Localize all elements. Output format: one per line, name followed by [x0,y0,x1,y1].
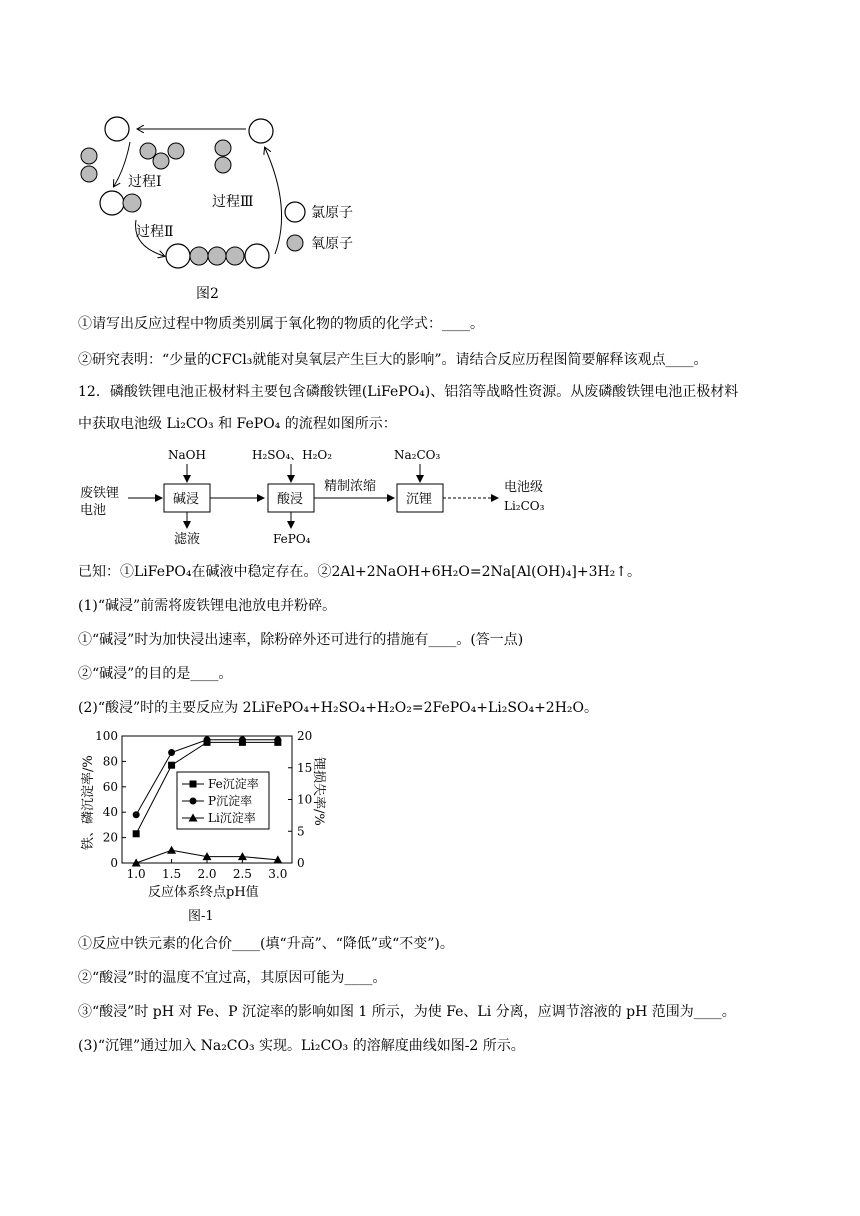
question-12-line1: 12．磷酸铁锂电池正极材料主要包含磷酸铁锂(LiFePO₄)、铝箔等战略性资源。从废磷酸铁锂电池正极材料 [78,384,739,400]
question-oxide: ①请写出反应过程中物质类别属于氧化物的物质的化学式：____。 [78,316,484,332]
legend-label: Li沉淀率 [208,811,256,825]
o-atom [123,194,141,212]
y-right-tick-label: 0 [297,856,305,870]
part2-c: ③“酸浸”时 pH 对 Fe、P 沉淀率的影响如图 1 所示，为使 Fe、Li 分离，应调节溶液的 pH 范围为____。 [78,1004,736,1020]
data-point [168,762,175,769]
legend-label: P沉淀率 [208,794,253,808]
data-point [239,736,246,743]
process1-label: 过程Ⅰ [128,174,162,190]
y-left-tick-label: 40 [102,805,118,820]
x-tick-label: 2.5 [232,867,252,881]
y-left-tick-label: 0 [110,856,118,870]
ph-precipitation-chart [72,722,342,927]
process3-label: 过程Ⅲ [212,194,254,210]
y-right-tick-label: 20 [297,729,313,743]
part1-b: ②“碱浸”的目的是____。 [78,666,233,682]
legend-o-icon [287,235,303,251]
flow-product-line1: 电池级 [504,480,544,495]
legend-cl-icon [285,202,305,222]
legend-label: Fe沉淀率 [208,777,259,791]
x-tick-label: 1.0 [126,867,146,881]
flow-input-line2: 电池 [80,503,107,518]
o-atom [81,166,97,182]
legend-cl-label: 氯原子 [311,205,353,221]
data-point [274,736,281,743]
y-left-tick-label: 80 [102,754,118,769]
ylabel-right: 锂损失率/% [311,757,326,826]
legend-o-label: 氧原子 [311,236,353,252]
legend-marker [190,798,197,805]
cl-atom [245,244,269,268]
y-left-tick-label: 60 [102,779,118,794]
part2-b: ②“酸浸”时的温度不宜过高，其原因可能为____。 [78,970,387,986]
flow-box3-label: 沉锂 [406,492,433,507]
ylabel-left: 铁、磷沉淀率/% [81,755,96,850]
o-atom [190,247,208,265]
part3: (3)“沉锂”通过加入 Na₂CO₃ 实现。Li₂CO₃ 的溶解度曲线如图-2 所示。 [78,1038,525,1054]
reaction-cycle-figure [70,108,370,308]
flow-reagent1: NaOH [168,448,206,462]
flow-box1-label: 碱浸 [173,492,200,507]
data-point [133,811,140,818]
part2: (2)“酸浸”时的主要反应为 2LiFePO₄+H₂SO₄+H₂O₂=2FePO₄+Li₂SO₄+2H₂O。 [78,700,599,716]
cl-atom [105,117,129,141]
flow-out2: FePO₄ [273,532,311,546]
o-atom [168,143,184,159]
x-tick-label: 3.0 [268,867,288,881]
question-12-line2: 中获取电池级 Li₂CO₃ 和 FePO₄ 的流程如图所示： [78,416,397,432]
x-tick-label: 1.5 [162,867,182,881]
y-right-tick-label: 10 [297,792,313,807]
data-point [168,749,175,756]
o-atom [215,157,231,173]
legend-marker [190,781,197,788]
flow-out1: 滤液 [174,532,201,547]
o-atom [153,153,169,169]
cl-atom [100,191,124,215]
flow-reagent2: H₂SO₄、H₂O₂ [252,448,333,462]
y-left-tick-label: 20 [102,830,118,845]
figure-caption: 图2 [196,286,219,302]
flow-product-line2: Li₂CO₃ [504,499,545,513]
o-atom [140,143,156,159]
cl-atom [166,244,190,268]
o-atom [226,247,244,265]
y-right-tick-label: 5 [297,824,305,839]
o-atom [208,247,226,265]
o-atom [81,148,97,164]
process2-label: 过程Ⅱ [136,224,174,240]
part1: (1)“碱浸”前需将废铁锂电池放电并粉碎。 [78,598,337,614]
cl-atom [249,119,273,143]
data-point [167,846,176,854]
process-flow-chart [70,444,570,554]
flow-box2-label: 酸浸 [277,492,304,507]
part2-a: ①反应中铁元素的化合价____(填“升高”、“降低”或“不变”)。 [78,936,454,952]
xlabel: 反应体系终点pH值 [148,885,259,900]
flow-input-line1: 废铁锂 [80,486,120,501]
known-info: 已知：①LiFePO₄在碱液中稳定存在。②2Al+2NaOH+6H₂O=2Na[Al(OH)₄]+3H₂↑。 [78,564,642,580]
y-left-tick-label: 100 [95,729,118,743]
chart-caption: 图-1 [188,909,214,924]
y-right-tick-label: 15 [297,760,313,775]
x-tick-label: 2.0 [197,867,217,881]
flow-reagent3: Na₂CO₃ [394,448,441,462]
o-atom [215,140,231,156]
part1-a: ①“碱浸”时为加快浸出速率，除粉碎外还可进行的措施有____。(答一点) [78,632,524,648]
arrow [265,148,282,254]
data-point [204,736,211,743]
flow-step: 精制浓缩 [324,479,377,494]
data-point [133,830,140,837]
question-cfcl3: ②研究表明：“少量的CFCl₃就能对臭氧层产生巨大的影响”。请结合反应历程图简要解释该观点____。 [78,352,708,368]
